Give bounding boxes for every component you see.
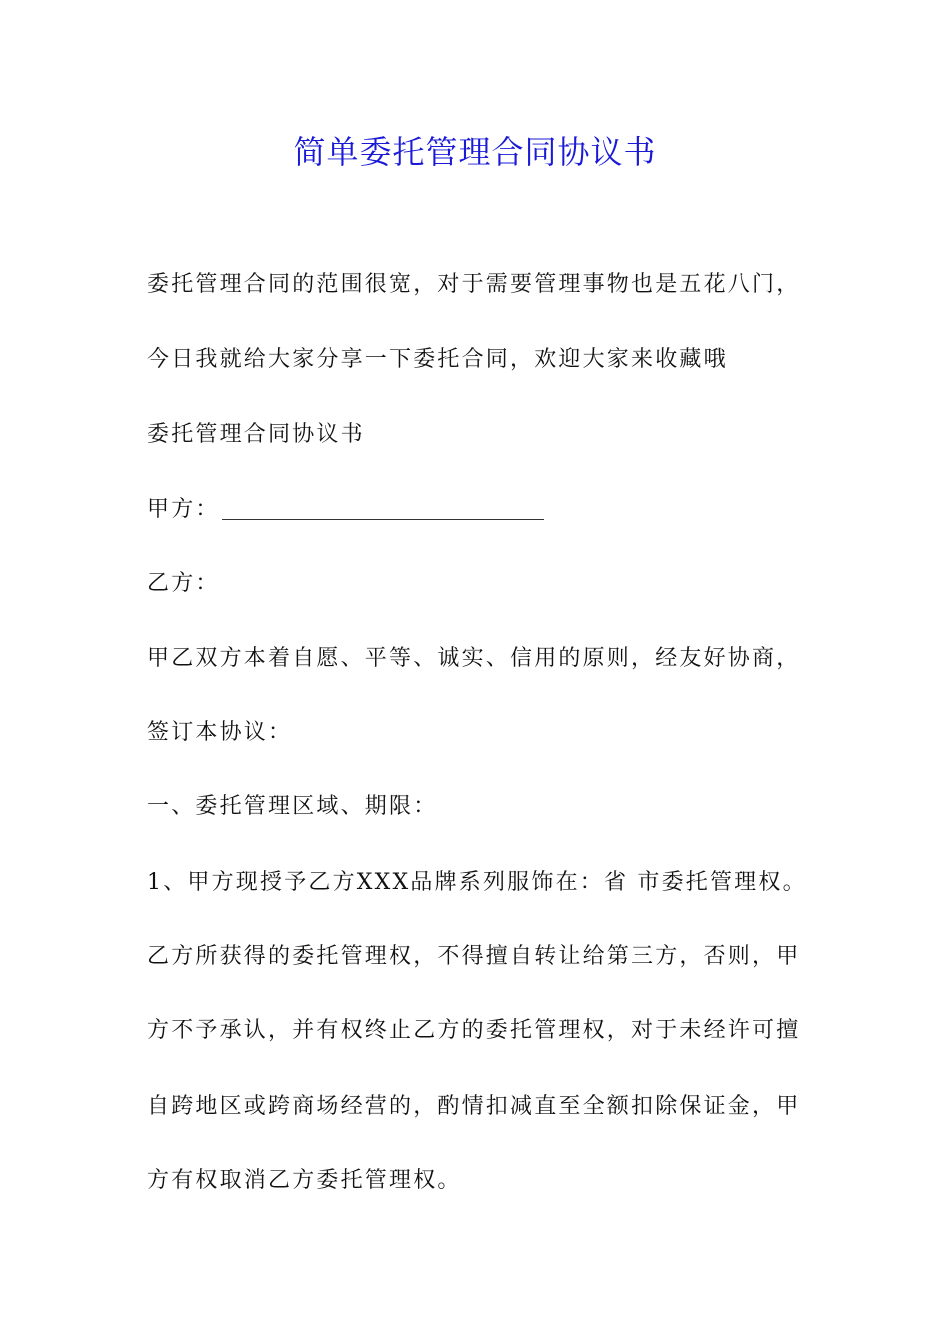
party-a-label: 甲方： (147, 497, 220, 522)
party-a-blank-line (222, 497, 544, 520)
intro-line-1: 委托管理合同的范围很宽，对于需要管理事物也是五花八门， (147, 272, 801, 297)
party-b-label: 乙方： (147, 571, 220, 596)
paragraph-1-line-1: 甲乙双方本着自愿、平等、诚实、信用的原则，经友好协商， (147, 646, 801, 671)
agreement-subtitle: 委托管理合同协议书 (147, 422, 365, 447)
clause-1-line-2: 乙方所获得的委托管理权，不得擅自转让给第三方，否则，甲 (147, 944, 801, 969)
intro-line-2: 今日我就给大家分享一下委托合同，欢迎大家来收藏哦 (147, 347, 728, 372)
clause-1-line-4: 自跨地区或跨商场经营的，酌情扣减直至全额扣除保证金，甲 (147, 1094, 801, 1119)
clause-1-line-5: 方有权取消乙方委托管理权。 (147, 1168, 462, 1193)
clause-1-line-1: 1、甲方现授予乙方XXX品牌系列服饰在：省 市委托管理权。 (147, 870, 807, 895)
clause-1-line-3: 方不予承认，并有权终止乙方的委托管理权，对于未经许可擅 (147, 1018, 801, 1043)
paragraph-1-line-2: 签订本协议： (147, 720, 293, 745)
document-title: 简单委托管理合同协议书 (293, 133, 657, 171)
section-1-heading: 一、委托管理区域、期限： (147, 794, 438, 819)
party-a-row (147, 495, 544, 525)
